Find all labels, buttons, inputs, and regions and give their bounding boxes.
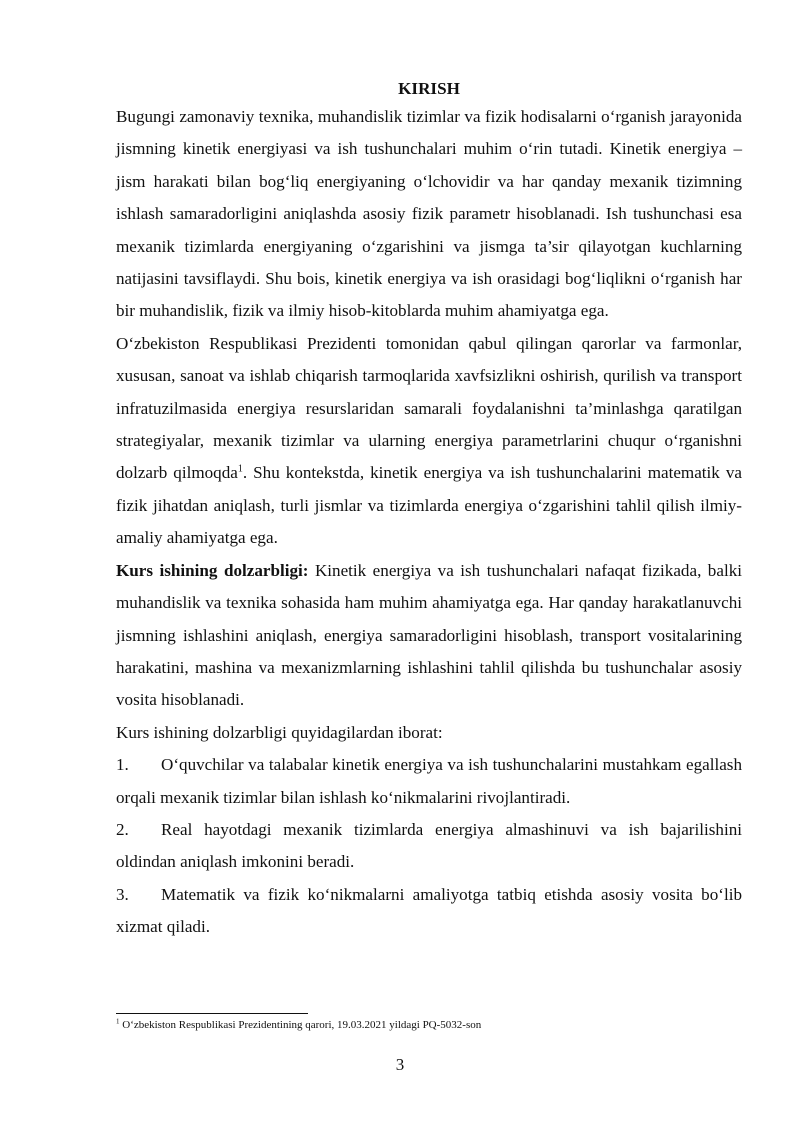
decree-text-part1: O‘zbekiston Respublikasi Prezidenti tomonidan qabul qilingan qarorlar va farmonlar, xususan, sanoat va ishlab chiqarish tarmoqlarida xavfsizlikni oshirish, qurilish va transport infratuzilmasida energiya resurslaridan samarali foydalanishni ta’minlashga qaratilgan strategiyalar, mexanik tizimlar va ularning energiya parametrlarini chuqur o‘rganishni dolzarb qilmoqda <box>116 333 742 483</box>
list-item-number: 2. <box>116 819 129 839</box>
footnote-text: O‘zbekiston Respublikasi Prezidentining qarori, 19.03.2021 yildagi PQ-5032-son <box>119 1019 482 1031</box>
page-number: 3 <box>395 1055 405 1074</box>
list-item-number: 3. <box>116 884 129 904</box>
relevance-label: Kurs ishining dolzarbligi: <box>116 560 309 580</box>
page-body <box>116 78 742 944</box>
list-item-number: 1. <box>116 755 129 775</box>
footnote-divider <box>116 1013 308 1014</box>
intro-paragraph: Bugungi zamonaviy texnika, muhandislik tizimlar va fizik hodisalarni o‘rganish jarayonida jismning kinetik energiyasi va ish tushunchalari muhim o‘rin tutadi. Kinetik energiya – jism harakati bilan bog‘liq energiyaning o‘lchovidir va har qanday mexanik tizimning ishlash samaradorligini aniqlashda asosiy fizik parametr hisoblanadi. Ish tushunchasi esa mexanik tizimlarda energiyaning o‘zgarishini va jismga ta’sir qilayotgan kuchlarning natijasini tavsiflaydi. Shu bois, kinetik energiya va ish orasidagi bog‘liqlikni o‘rganish har bir muhandislik, fizik va ilmiy hisob-kitoblarda muhim ahamiyatga ega. <box>116 107 742 321</box>
list-intro: Kurs ishining dolzarbligi quyidagilardan iborat: <box>116 722 443 742</box>
footnote-number: 1 <box>116 1017 120 1026</box>
page-title: KIRISH <box>398 79 460 98</box>
list-item-text: Matematik va fizik ko‘nikmalarni amaliyotga tatbiq etishda asosiy vosita bo‘lib xizmat qiladi. <box>116 884 742 937</box>
list-item-text: Real hayotdagi mexanik tizimlarda energiya almashinuvi va ish bajarilishini oldindan aniqlash imkonini beradi. <box>116 819 742 872</box>
relevance-paragraph <box>116 555 742 717</box>
footnote-reference[interactable]: 1 <box>237 463 243 475</box>
list-item-text: O‘quvchilar va talabalar kinetik energiya va ish tushunchalarini mustahkam egallash orqali mexanik tizimlar bilan ishlash ko‘nikmalarini rivojlantiradi. <box>116 755 742 807</box>
relevance-text: Kinetik energiya va ish tushunchalari nafaqat fizikada, balki muhandislik va texnika sohasida ham muhim ahamiyatga ega. Har qanday harakatlanuvchi jismning ishlashini aniqlash, energiya samaradorligini hisoblash, transport vositalarining harakatini, mashina va mexanizmlarning ishlashini tahlil qilishda bu tushunchalar asosiy vosita hisoblanadi. <box>116 560 742 710</box>
list-item <box>116 879 742 944</box>
footnote <box>116 1018 481 1032</box>
decree-paragraph <box>116 328 742 555</box>
list-item <box>116 814 742 879</box>
list-item <box>116 749 742 814</box>
decree-text-part2: . Shu kontekstda, kinetik energiya va ish tushunchalarini matematik va fizik jihatdan aniqlash, turli jismlar va tizimlarda energiya o‘zgarishini tahlil qilish ilmiy-amaliy ahamiyatga ega. <box>116 463 742 548</box>
